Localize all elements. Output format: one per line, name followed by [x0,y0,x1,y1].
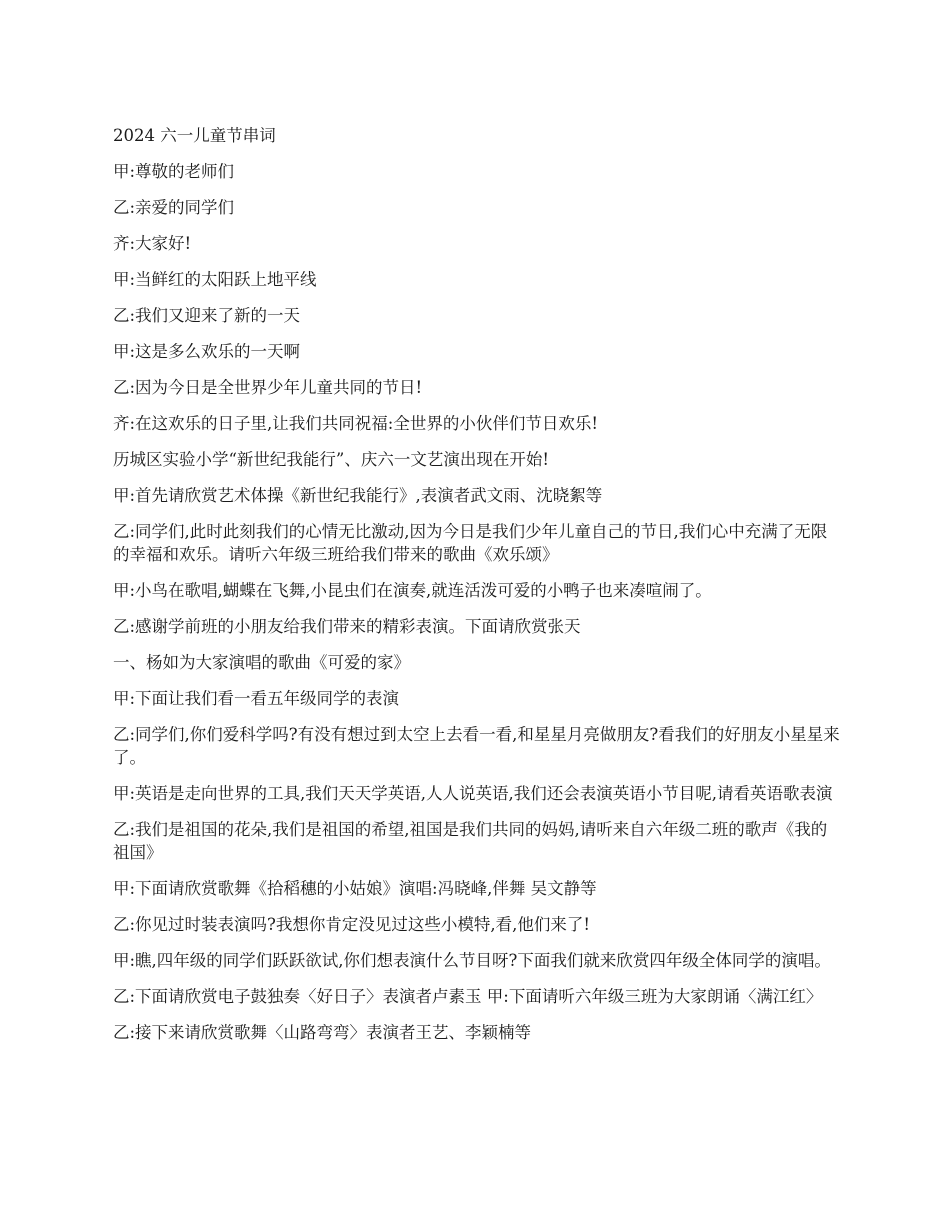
paragraph-8: 齐:在这欢乐的日子里,让我们共同祝福:全世界的小伙伴们节日欢乐! [113,414,598,433]
paragraph-21: 甲:瞧,四年级的同学们跃跃欲试,你们想表演什么节目呀?下面我们就来欣赏四年级全体同学的演唱。 [113,951,831,970]
paragraph-13: 乙:感谢学前班的小朋友给我们带来的精彩表演。下面请欣赏张天 [113,617,581,636]
paragraph-18: 乙:我们是祖国的花朵,我们是祖国的希望,祖国是我们共同的妈妈,请听来自六年级二班的歌声《我的祖国》 [113,820,828,862]
paragraph-6: 甲:这是多么欢乐的一天啊 [113,342,301,361]
paragraph-22: 乙:下面请欣赏电子鼓独奏〈好日子〉表演者卢素玉 甲:下面请听六年级三班为大家朗诵〈满江红〉 [113,987,823,1006]
paragraph-2: 乙:亲爱的同学们 [113,198,235,217]
paragraph-17: 甲:英语是走向世界的工具,我们天天学英语,人人说英语,我们还会表演英语小节目呢,请看英语歌表演 [113,784,833,803]
paragraph-10: 甲:首先请欣赏艺术体操《新世纪我能行》,表演者武文雨、沈晓絮等 [113,486,603,505]
paragraph-20: 乙:你见过时装表演吗?我想你肯定没见过这些小模特,看,他们来了! [113,915,591,934]
paragraph-5: 乙:我们又迎来了新的一天 [113,306,301,325]
paragraph-12: 甲:小鸟在歌唱,蝴蝶在飞舞,小昆虫们在演奏,就连活泼可爱的小鸭子也来凑喧闹了。 [113,581,712,600]
paragraph-19: 甲:下面请欣赏歌舞《拾稻穗的小姑娘》演唱:冯晓峰,伴舞 吴文静等 [113,879,597,898]
paragraph-16: 乙:同学们,你们爱科学吗?有没有想过到太空上去看一看,和星星月亮做朋友?看我们的好朋友小星星来了。 [113,725,840,767]
paragraph-3: 齐:大家好! [113,234,192,253]
paragraph-7: 乙:因为今日是全世界少年儿童共同的节日! [113,378,423,397]
paragraph-15: 甲:下面让我们看一看五年级同学的表演 [113,689,400,708]
document-page [113,124,843,1057]
paragraph-14: 一、杨如为大家演唱的歌曲《可爱的家》 [113,653,410,672]
document-title: 2024 六一儿童节串词 [113,126,276,145]
paragraph-4: 甲:当鲜红的太阳跃上地平线 [113,270,317,289]
paragraph-1: 甲:尊敬的老师们 [113,162,235,181]
paragraph-9: 历城区实验小学“新世纪我能行”、庆六一文艺演出现在开始! [113,450,550,469]
paragraph-23: 乙:接下来请欣赏歌舞〈山路弯弯〉表演者王艺、李颖楠等 [113,1023,532,1042]
paragraph-11: 乙:同学们,此时此刻我们的心情无比激动,因为今日是我们少年儿童自己的节日,我们心中充满了无限的幸福和欢乐。请听六年级三班给我们带来的歌曲《欢乐颂》 [113,522,828,564]
